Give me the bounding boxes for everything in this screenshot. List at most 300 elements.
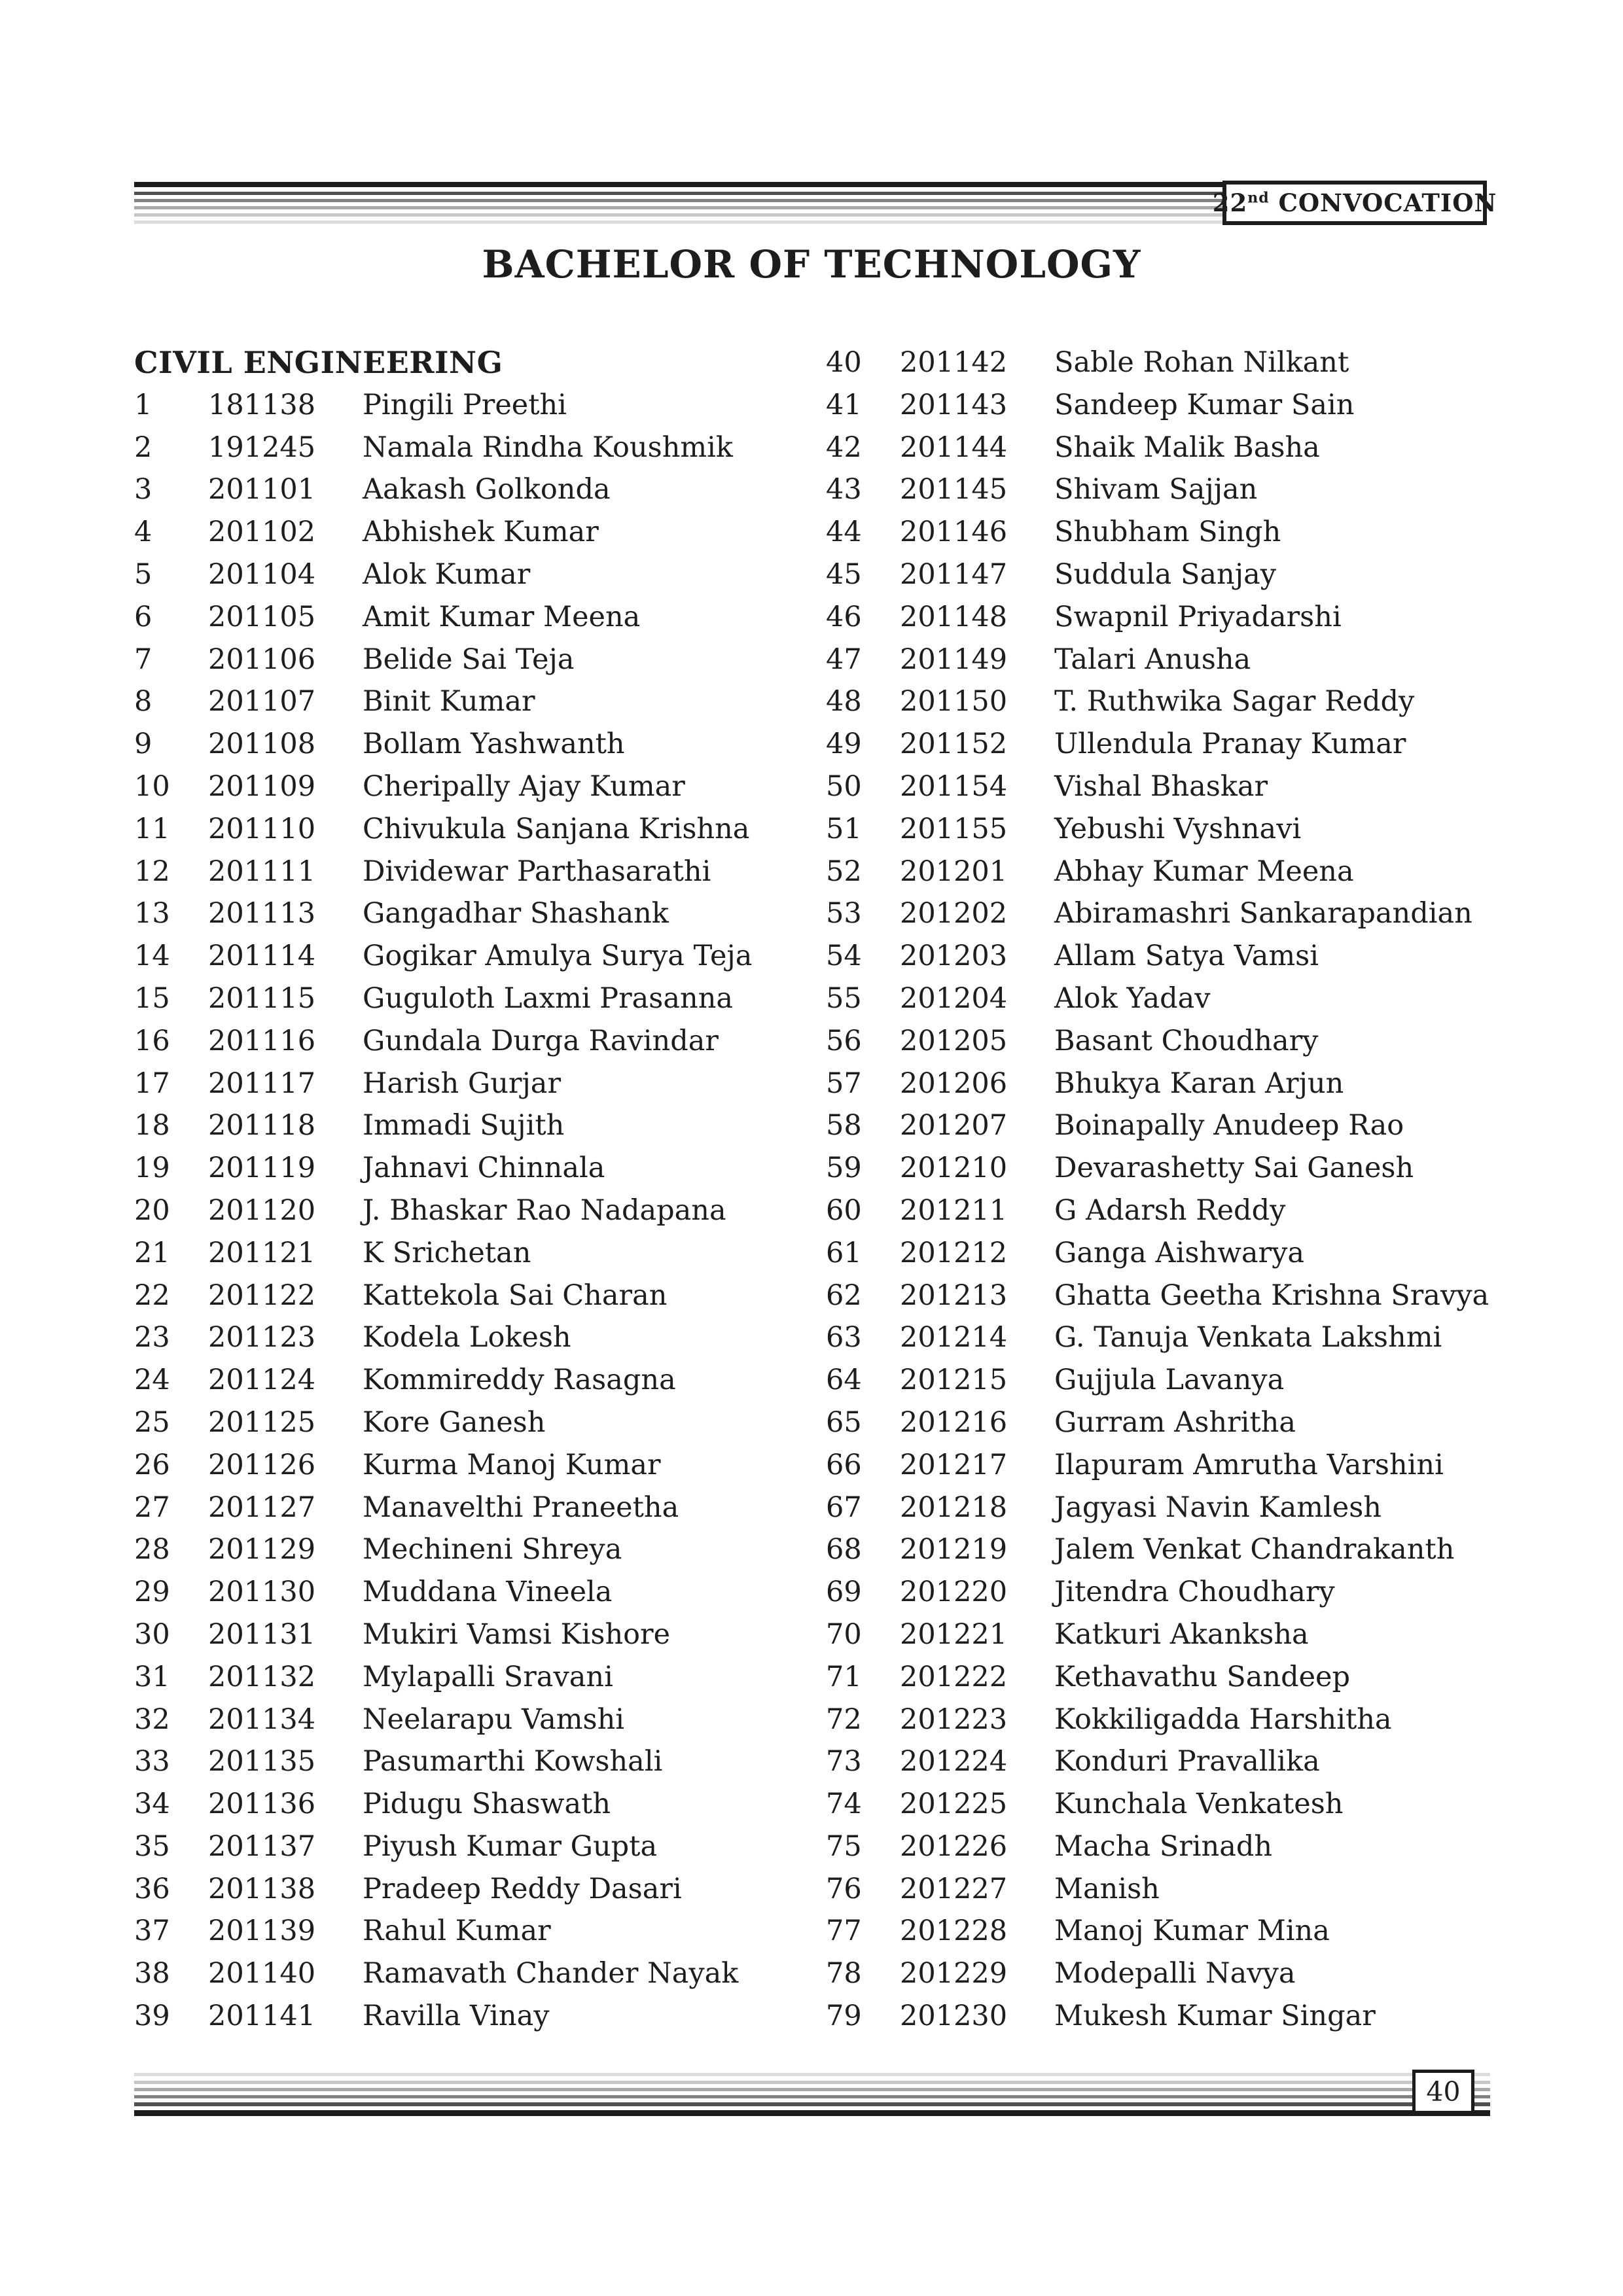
entry-roll: 201214 (900, 1321, 1008, 1354)
entry-number: 64 (826, 1364, 862, 1397)
roster-row (134, 1783, 829, 1826)
entry-number: 58 (826, 1109, 862, 1142)
entry-name: Ullendula Pranay Kumar (1054, 728, 1406, 761)
entry-number: 68 (826, 1533, 862, 1566)
entry-name: Mukesh Kumar Singar (1054, 2000, 1376, 2033)
entry-roll: 201144 (900, 431, 1008, 464)
entry-roll: 201212 (900, 1236, 1008, 1269)
footer-rule-line (134, 2073, 1490, 2076)
entry-number: 35 (134, 1829, 170, 1863)
roster-row (134, 1275, 829, 1317)
entry-number: 8 (134, 685, 152, 718)
roster-row (134, 384, 829, 427)
entry-number: 9 (134, 728, 152, 761)
entry-number: 46 (826, 600, 862, 633)
roster-row (134, 766, 829, 808)
roster-row (826, 1826, 1492, 1868)
page-title: BACHELOR OF TECHNOLOGY (482, 242, 1141, 287)
entry-name: T. Ruthwika Sagar Reddy (1054, 685, 1415, 718)
entry-name: J. Bhaskar Rao Nadapana (363, 1193, 726, 1227)
entry-roll: 201105 (208, 600, 316, 633)
entry-number: 28 (134, 1533, 170, 1566)
entry-name: Konduri Pravallika (1054, 1745, 1320, 1778)
entry-name: Alok Kumar (363, 557, 531, 591)
page-number: 40 (1426, 2076, 1461, 2108)
entry-roll: 201117 (208, 1067, 316, 1100)
footer-rule-line (134, 2110, 1490, 2116)
entry-roll: 201150 (900, 685, 1008, 718)
entry-name: Rahul Kumar (363, 1915, 551, 1948)
roster-rows-right (826, 342, 1492, 2038)
entry-number: 52 (826, 855, 862, 888)
entry-roll: 201223 (900, 1703, 1008, 1736)
entry-number: 4 (134, 516, 152, 549)
entry-roll: 201131 (208, 1617, 316, 1651)
entry-number: 56 (826, 1024, 862, 1057)
entry-roll: 201140 (208, 1957, 316, 1990)
entry-name: G Adarsh Reddy (1054, 1193, 1286, 1227)
entry-name: Jagyasi Navin Kamlesh (1054, 1491, 1382, 1524)
entry-number: 74 (826, 1788, 862, 1821)
roster-row (826, 1402, 1492, 1444)
roster-row (826, 851, 1492, 893)
entry-roll: 201114 (208, 940, 316, 973)
entry-name: Gangadhar Shashank (363, 897, 669, 930)
entry-roll: 201216 (900, 1405, 1008, 1439)
entry-name: Neelarapu Vamshi (363, 1703, 625, 1736)
roster-row (134, 511, 829, 554)
roster-row (826, 1614, 1492, 1656)
roster-row (826, 1359, 1492, 1402)
entry-roll: 201102 (208, 516, 316, 549)
entry-name: Pasumarthi Kowshali (363, 1745, 663, 1778)
entry-number: 30 (134, 1617, 170, 1651)
entry-name: Ramavath Chander Nayak (363, 1957, 739, 1990)
entry-number: 13 (134, 897, 170, 930)
entry-number: 10 (134, 769, 170, 803)
entry-name: G. Tanuja Venkata Lakshmi (1054, 1321, 1442, 1354)
entry-number: 42 (826, 431, 862, 464)
entry-name: Ravilla Vinay (363, 2000, 550, 2033)
entry-roll: 201227 (900, 1872, 1008, 1905)
entry-number: 33 (134, 1745, 170, 1778)
roster-row (134, 1104, 829, 1147)
entry-roll: 201154 (900, 769, 1008, 803)
entry-roll: 201127 (208, 1491, 316, 1524)
header-rule-line (134, 221, 1222, 224)
entry-name: Jalem Venkat Chandrakanth (1054, 1533, 1455, 1566)
section-heading: CIVIL ENGINEERING (134, 345, 503, 380)
roster-row (134, 1826, 829, 1868)
entry-roll: 201148 (900, 600, 1008, 633)
entry-name: Manish (1054, 1872, 1160, 1905)
entry-roll: 191245 (208, 431, 316, 464)
roster-row (826, 554, 1492, 596)
entry-roll: 201122 (208, 1279, 316, 1312)
roster-row (826, 1740, 1492, 1783)
entry-roll: 201123 (208, 1321, 316, 1354)
entry-name: Vishal Bhaskar (1054, 769, 1268, 803)
entry-roll: 201202 (900, 897, 1008, 930)
entry-number: 31 (134, 1660, 170, 1693)
entry-number: 36 (134, 1872, 170, 1905)
entry-name: Macha Srinadh (1054, 1829, 1273, 1863)
roster-row (134, 723, 829, 766)
entry-name: Gujjula Lavanya (1054, 1364, 1285, 1397)
entry-number: 32 (134, 1703, 170, 1736)
entry-roll: 201211 (900, 1193, 1008, 1227)
roster-row (134, 1528, 829, 1571)
entry-name: Kokkiligadda Harshitha (1054, 1703, 1392, 1736)
entry-name: Pingili Preethi (363, 388, 567, 421)
entry-number: 53 (826, 897, 862, 930)
roster-row (134, 1232, 829, 1275)
entry-roll: 201141 (208, 2000, 316, 2033)
entry-roll: 201130 (208, 1576, 316, 1609)
entry-name: Kethavathu Sandeep (1054, 1660, 1351, 1693)
entry-number: 1 (134, 388, 152, 421)
roster-row (826, 1995, 1492, 2038)
roster-row (826, 1232, 1492, 1275)
roster-row (826, 892, 1492, 935)
entry-roll: 201145 (900, 473, 1008, 506)
entry-number: 25 (134, 1405, 170, 1439)
roster-row (826, 1528, 1492, 1571)
entry-number: 60 (826, 1193, 862, 1227)
entry-name: Jitendra Choudhary (1054, 1576, 1335, 1609)
entry-roll: 201206 (900, 1067, 1008, 1100)
entry-name: Manoj Kumar Mina (1054, 1915, 1330, 1948)
entry-number: 51 (826, 812, 862, 845)
roster-row (826, 342, 1492, 384)
entry-number: 71 (826, 1660, 862, 1693)
entry-roll: 201111 (208, 855, 316, 888)
entry-number: 69 (826, 1576, 862, 1609)
roster-row (826, 639, 1492, 681)
roster-row (826, 1910, 1492, 1952)
roster-row (134, 1868, 829, 1911)
entry-name: Pradeep Reddy Dasari (363, 1872, 682, 1905)
roster-column-right (826, 342, 1492, 2038)
entry-name: Basant Choudhary (1054, 1024, 1319, 1057)
roster-row (134, 1740, 829, 1783)
entry-name: Pidugu Shaswath (363, 1788, 611, 1821)
entry-number: 57 (826, 1067, 862, 1100)
entry-name: Suddula Sanjay (1054, 557, 1277, 591)
header-rule-line (134, 199, 1222, 202)
entry-roll: 201213 (900, 1279, 1008, 1312)
roster-row (134, 468, 829, 511)
roster-row (826, 1487, 1492, 1529)
entry-roll: 181138 (208, 388, 316, 421)
convocation-ordinal: nd (1247, 189, 1270, 207)
entry-number: 5 (134, 557, 152, 591)
roster-row (134, 851, 829, 893)
page-number-box (1412, 2070, 1474, 2114)
entry-number: 45 (826, 557, 862, 591)
entry-roll: 201136 (208, 1788, 316, 1821)
entry-roll: 201143 (900, 388, 1008, 421)
entry-number: 37 (134, 1915, 170, 1948)
roster-row (826, 935, 1492, 978)
roster-row (826, 1444, 1492, 1487)
entry-number: 59 (826, 1152, 862, 1185)
roster-row (134, 596, 829, 639)
entry-roll: 201221 (900, 1617, 1008, 1651)
roster-row (826, 384, 1492, 427)
entry-number: 6 (134, 600, 152, 633)
entry-number: 43 (826, 473, 862, 506)
entry-roll: 201115 (208, 981, 316, 1015)
entry-roll: 201152 (900, 728, 1008, 761)
footer-band (134, 2073, 1490, 2116)
entry-number: 26 (134, 1448, 170, 1481)
entry-number: 34 (134, 1788, 170, 1821)
entry-name: Kodela Lokesh (363, 1321, 571, 1354)
roster-row (826, 1571, 1492, 1614)
entry-number: 72 (826, 1703, 862, 1736)
roster-row (134, 1402, 829, 1444)
entry-name: Dividewar Parthasarathi (363, 855, 711, 888)
entry-roll: 201125 (208, 1405, 316, 1439)
entry-number: 39 (134, 2000, 170, 2033)
roster-row (134, 1359, 829, 1402)
roster-row (826, 468, 1492, 511)
entry-number: 15 (134, 981, 170, 1015)
entry-name: Kurma Manoj Kumar (363, 1448, 661, 1481)
entry-roll: 201121 (208, 1236, 316, 1269)
entry-number: 21 (134, 1236, 170, 1269)
entry-name: Kommireddy Rasagna (363, 1364, 676, 1397)
roster-row (826, 1063, 1492, 1105)
entry-roll: 201109 (208, 769, 316, 803)
entry-name: Ilapuram Amrutha Varshini (1054, 1448, 1444, 1481)
entry-number: 38 (134, 1957, 170, 1990)
entry-number: 19 (134, 1152, 170, 1185)
entry-name: Allam Satya Vamsi (1054, 940, 1319, 973)
entry-name: Shaik Malik Basha (1054, 431, 1320, 464)
entry-roll: 201104 (208, 557, 316, 591)
roster-row (134, 1571, 829, 1614)
roster-row (826, 766, 1492, 808)
entry-name: Abhishek Kumar (363, 516, 599, 549)
entry-name: Abiramashri Sankarapandian (1054, 897, 1472, 930)
entry-name: Chivukula Sanjana Krishna (363, 812, 750, 845)
entry-name: Abhay Kumar Meena (1054, 855, 1354, 888)
entry-name: Alok Yadav (1054, 981, 1211, 1015)
roster-row (826, 427, 1492, 469)
roster-row (826, 978, 1492, 1020)
entry-number: 20 (134, 1193, 170, 1227)
roster-row (826, 680, 1492, 723)
entry-number: 40 (826, 346, 862, 379)
entry-name: Aakash Golkonda (363, 473, 611, 506)
entry-number: 78 (826, 1957, 862, 1990)
entry-number: 50 (826, 769, 862, 803)
roster-column-left (134, 342, 829, 2038)
roster-row (826, 1020, 1492, 1063)
entry-roll: 201201 (900, 855, 1008, 888)
convocation-number: 22 (1212, 188, 1248, 217)
header-rule-line (134, 206, 1222, 209)
entry-roll: 201149 (900, 643, 1008, 676)
roster-row (826, 1952, 1492, 1995)
entry-name: Jahnavi Chinnala (363, 1152, 605, 1185)
entry-name: Sable Rohan Nilkant (1054, 346, 1349, 379)
roster-row (134, 1910, 829, 1952)
entry-name: Boinapally Anudeep Rao (1054, 1109, 1404, 1142)
roster-row (134, 1656, 829, 1699)
footer-rule-line (134, 2081, 1490, 2084)
entry-number: 79 (826, 2000, 862, 2033)
roster-row (134, 978, 829, 1020)
entry-roll: 201110 (208, 812, 316, 845)
roster-row (826, 808, 1492, 851)
entry-roll: 201116 (208, 1024, 316, 1057)
entry-name: Piyush Kumar Gupta (363, 1829, 658, 1863)
footer-rule-line (134, 2102, 1490, 2106)
entry-roll: 201222 (900, 1660, 1008, 1693)
entry-number: 16 (134, 1024, 170, 1057)
entry-name: Muddana Vineela (363, 1576, 613, 1609)
entry-number: 49 (826, 728, 862, 761)
roster-row (134, 1614, 829, 1656)
header-rule-line (134, 213, 1222, 217)
roster-row (134, 1699, 829, 1741)
entry-roll: 201230 (900, 2000, 1008, 2033)
entry-name: Shivam Sajjan (1054, 473, 1258, 506)
roster-row (134, 892, 829, 935)
entry-number: 12 (134, 855, 170, 888)
entry-number: 17 (134, 1067, 170, 1100)
entry-roll: 201118 (208, 1109, 316, 1142)
entry-number: 75 (826, 1829, 862, 1863)
entry-roll: 201138 (208, 1872, 316, 1905)
roster-row (826, 723, 1492, 766)
entry-roll: 201228 (900, 1915, 1008, 1948)
entry-name: Cheripally Ajay Kumar (363, 769, 685, 803)
roster-row (826, 1275, 1492, 1317)
entry-name: Mukiri Vamsi Kishore (363, 1617, 671, 1651)
entry-name: Mylapalli Sravani (363, 1660, 613, 1693)
roster-row (826, 1104, 1492, 1147)
roster-row (134, 554, 829, 596)
entry-number: 65 (826, 1405, 862, 1439)
entry-number: 11 (134, 812, 170, 845)
entry-number: 23 (134, 1321, 170, 1354)
entry-name: Guguloth Laxmi Prasanna (363, 981, 734, 1015)
entry-name: Namala Rindha Koushmik (363, 431, 733, 464)
entry-name: Kore Ganesh (363, 1405, 546, 1439)
entry-roll: 201207 (900, 1109, 1008, 1142)
entry-roll: 201108 (208, 728, 316, 761)
roster-rows-left (134, 384, 829, 2038)
entry-roll: 201220 (900, 1576, 1008, 1609)
entry-name: Modepalli Navya (1054, 1957, 1296, 1990)
entry-number: 67 (826, 1491, 862, 1524)
entry-roll: 201204 (900, 981, 1008, 1015)
entry-number: 44 (826, 516, 862, 549)
header-rule-line (134, 192, 1222, 195)
entry-number: 54 (826, 940, 862, 973)
entry-number: 29 (134, 1576, 170, 1609)
convocation-word: CONVOCATION (1269, 188, 1497, 217)
entry-name: Harish Gurjar (363, 1067, 561, 1100)
entry-roll: 201129 (208, 1533, 316, 1566)
roster-row (134, 1952, 829, 1995)
roster-row (134, 1487, 829, 1529)
entry-name: Gurram Ashritha (1054, 1405, 1296, 1439)
entry-name: Immadi Sujith (363, 1109, 565, 1142)
entry-name: Swapnil Priyadarshi (1054, 600, 1342, 633)
entry-number: 62 (826, 1279, 862, 1312)
roster-row (134, 1316, 829, 1359)
entry-roll: 201107 (208, 685, 316, 718)
roster-row (826, 1147, 1492, 1190)
entry-name: Mechineni Shreya (363, 1533, 622, 1566)
convocation-box (1212, 181, 1497, 225)
entry-roll: 201106 (208, 643, 316, 676)
entry-roll: 201135 (208, 1745, 316, 1778)
entry-number: 48 (826, 685, 862, 718)
entry-name: Kattekola Sai Charan (363, 1279, 668, 1312)
entry-roll: 201139 (208, 1915, 316, 1948)
entry-name: Gogikar Amulya Surya Teja (363, 940, 753, 973)
entry-roll: 201119 (208, 1152, 316, 1185)
entry-number: 55 (826, 981, 862, 1015)
entry-roll: 201101 (208, 473, 316, 506)
entry-number: 63 (826, 1321, 862, 1354)
entry-name: Belide Sai Teja (363, 643, 575, 676)
entry-roll: 201155 (900, 812, 1008, 845)
entry-name: Shubham Singh (1054, 516, 1281, 549)
entry-roll: 201205 (900, 1024, 1008, 1057)
entry-roll: 201219 (900, 1533, 1008, 1566)
entry-number: 76 (826, 1872, 862, 1905)
entry-roll: 201147 (900, 557, 1008, 591)
entry-name: Bollam Yashwanth (363, 728, 625, 761)
entry-number: 41 (826, 388, 862, 421)
roster-row (826, 1699, 1492, 1741)
entry-name: Sandeep Kumar Sain (1054, 388, 1355, 421)
entry-number: 73 (826, 1745, 862, 1778)
entry-roll: 201137 (208, 1829, 316, 1863)
entry-roll: 201217 (900, 1448, 1008, 1481)
entry-number: 14 (134, 940, 170, 973)
entry-roll: 201132 (208, 1660, 316, 1693)
entry-roll: 201142 (900, 346, 1008, 379)
roster-row (826, 1316, 1492, 1359)
entry-roll: 201218 (900, 1491, 1008, 1524)
entry-name: K Srichetan (363, 1236, 531, 1269)
roster-row (826, 1190, 1492, 1232)
roster-row (134, 680, 829, 723)
entry-roll: 201146 (900, 516, 1008, 549)
roster-row (826, 1783, 1492, 1826)
entry-number: 18 (134, 1109, 170, 1142)
entry-number: 27 (134, 1491, 170, 1524)
entry-roll: 201126 (208, 1448, 316, 1481)
entry-roll: 201120 (208, 1193, 316, 1227)
roster-row (134, 1147, 829, 1190)
entry-roll: 201134 (208, 1703, 316, 1736)
entry-roll: 201203 (900, 940, 1008, 973)
entry-roll: 201225 (900, 1788, 1008, 1821)
roster-row (134, 1444, 829, 1487)
entry-name: Bhukya Karan Arjun (1054, 1067, 1344, 1100)
entry-name: Amit Kumar Meena (363, 600, 641, 633)
entry-number: 7 (134, 643, 152, 676)
